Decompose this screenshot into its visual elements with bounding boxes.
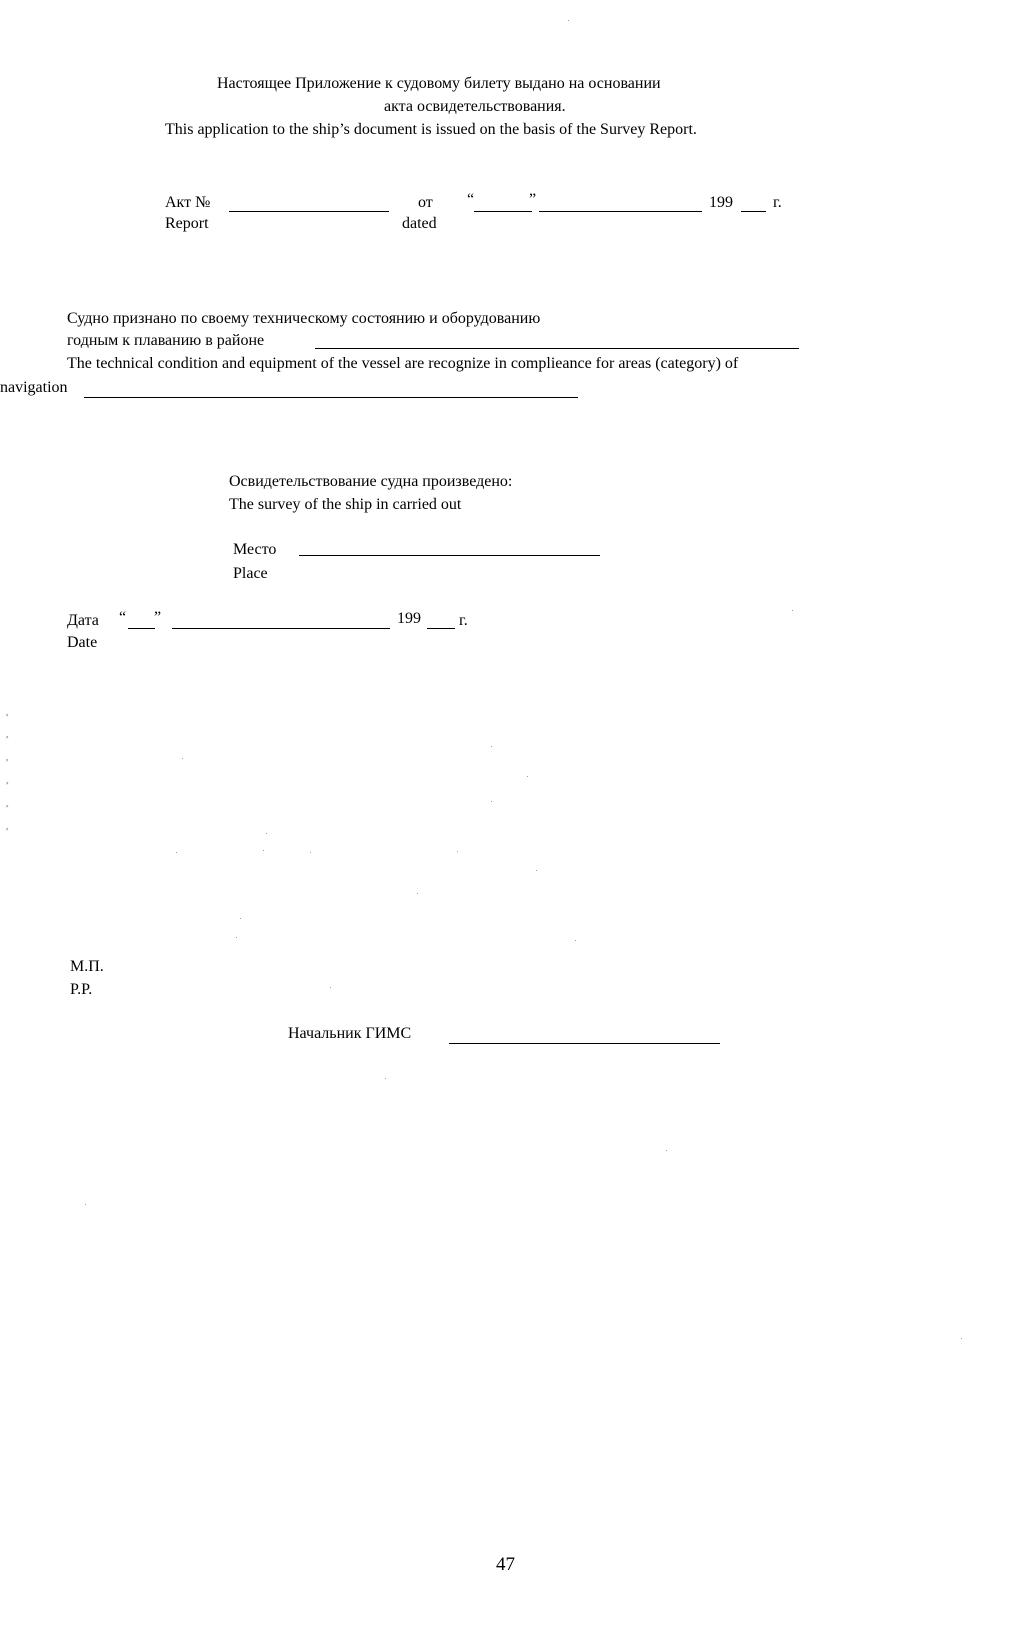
date-year-suffix: г. (459, 612, 468, 629)
scan-speck (85, 1204, 86, 1205)
scan-speck (330, 987, 331, 988)
date-label-ru: Дата (67, 612, 99, 629)
act-label-en: Report (165, 215, 209, 232)
recognition-en-line-2: navigation (0, 380, 68, 396)
page-number: 47 (496, 1554, 515, 1575)
navigation-area-field-ru[interactable] (315, 348, 799, 349)
header-line-2: акта освидетельствования. (384, 98, 566, 115)
header-line-1: Настоящее Приложение к судовому билету выдано на основании (217, 75, 661, 92)
scan-mark: ⸗ (6, 825, 9, 833)
recognition-en-line-1: The technical condition and equipment of the vessel are recognize in complieance for areas (category) of (67, 355, 739, 372)
scan-speck (182, 758, 183, 759)
scan-speck (240, 918, 241, 919)
act-year-prefix: 199 (709, 194, 733, 211)
scan-speck (310, 852, 311, 853)
stamp-place-en: P.P. (70, 981, 93, 998)
date-year-prefix: 199 (397, 610, 421, 627)
recognition-ru-line-1: Судно признано по своему техническому состоянию и оборудованию (67, 310, 541, 327)
date-day-field[interactable] (128, 628, 155, 629)
survey-en: The survey of the ship in carried out (229, 496, 462, 513)
scan-speck (527, 776, 528, 777)
stamp-place-ru: М.П. (70, 958, 104, 975)
scan-speck (176, 852, 177, 853)
act-year-field[interactable] (741, 211, 766, 212)
act-from-ru: от (418, 194, 433, 211)
scan-speck (491, 801, 492, 802)
signature-field[interactable] (449, 1043, 720, 1044)
act-day-field[interactable] (474, 211, 532, 212)
scan-speck (666, 1150, 667, 1151)
header-line-3: This application to the ship’s document is issued on the basis of the Survey Report. (165, 121, 697, 138)
scan-mark: ⸗ (6, 802, 9, 810)
scan-speck (385, 1078, 386, 1079)
scan-speck (961, 1338, 962, 1339)
survey-ru: Освидетельствование судна произведено: (229, 473, 513, 490)
scan-speck (575, 940, 576, 941)
scan-mark: ⸗ (6, 733, 9, 741)
date-year-field[interactable] (427, 628, 455, 629)
act-from-en: dated (402, 215, 437, 232)
signature-label: Начальник ГИМС (288, 1025, 412, 1042)
date-month-field[interactable] (172, 628, 390, 629)
act-year-suffix: г. (773, 194, 782, 211)
act-number-field[interactable] (229, 211, 389, 212)
scan-speck (266, 833, 267, 834)
act-month-field[interactable] (539, 211, 702, 212)
date-quote-open: “ (119, 609, 127, 626)
scan-speck (457, 851, 458, 852)
date-quote-close: ” (154, 609, 162, 626)
scan-speck (263, 850, 264, 851)
place-label-en: Place (233, 565, 268, 582)
act-label-ru: Акт № (165, 194, 211, 211)
scan-speck (417, 893, 418, 894)
scan-speck (236, 937, 237, 938)
place-field[interactable] (299, 555, 600, 556)
place-label-ru: Место (233, 541, 277, 558)
scan-speck (568, 20, 569, 21)
navigation-area-field-en[interactable] (84, 397, 578, 398)
scan-mark: ⸗ (6, 756, 9, 764)
scan-speck (536, 870, 537, 871)
scan-speck (792, 610, 793, 611)
scan-mark: ⸗ (6, 711, 9, 719)
scan-speck (491, 746, 492, 747)
date-label-en: Date (67, 634, 98, 651)
act-quote-open: “ (467, 191, 475, 208)
act-quote-close: ” (529, 191, 537, 208)
scan-mark: ⸗ (6, 779, 9, 787)
recognition-ru-line-2: годным к плаванию в районе (67, 332, 265, 349)
